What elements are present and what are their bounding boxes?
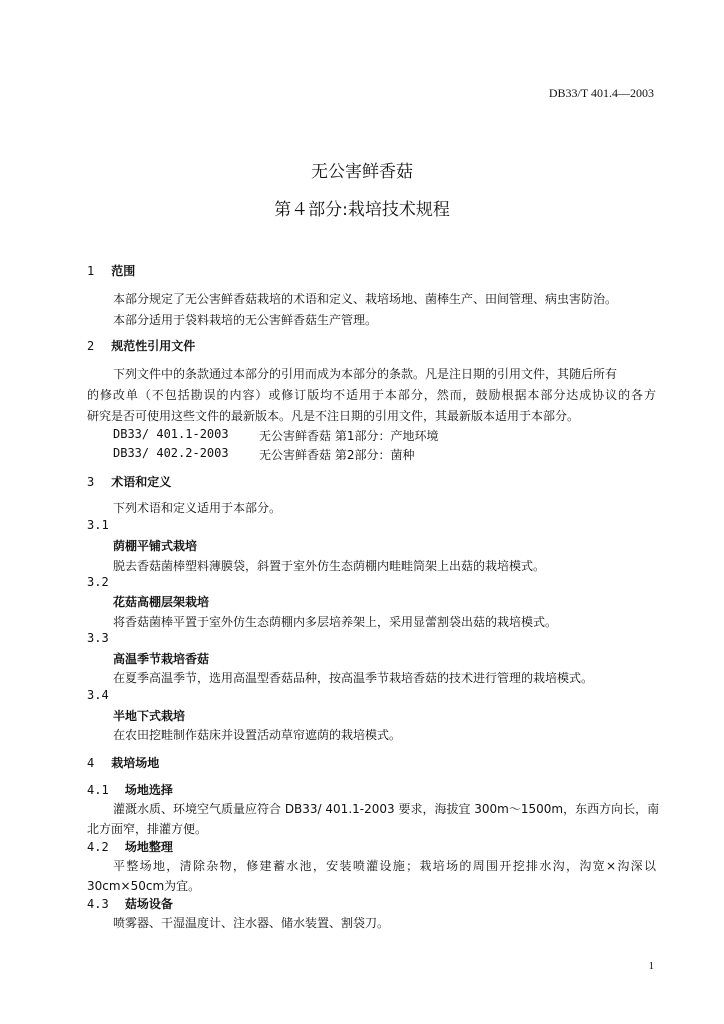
section-number: 4 [87, 756, 95, 770]
reference-title: 无公害鲜香菇 第2部分：菌种 [259, 448, 415, 462]
subsection-number: 4.1 [87, 783, 109, 797]
subsection-number: 4.3 [87, 897, 109, 911]
clause-number: 3.3 [87, 631, 109, 645]
subsection-title: 场地选择 [124, 783, 173, 797]
subsection-line: 北方面窄，排灌方便。 [87, 822, 208, 836]
term-definition: 在夏季高温季节，选用高温型香菇品种，按高温季节栽培香菇的技术进行管理的栽培模式。 [113, 671, 594, 685]
section-title: 规范性引用文件 [111, 339, 196, 353]
reference-code: DB33/ 401.1-2003 [113, 427, 229, 441]
subsection-line: 30cm×50cm为宜。 [87, 879, 201, 893]
subsection-title: 场地整理 [124, 840, 173, 854]
page-number: 1 [648, 960, 654, 972]
term-definition: 脱去香菇菌棒塑料薄膜袋，斜置于室外仿生态荫棚内畦畦筒架上出菇的栽培模式。 [113, 559, 546, 573]
section-3-heading [87, 473, 171, 490]
subsection-heading [87, 838, 173, 855]
section-1-paragraph-1: 本部分规定了无公害鲜香菇栽培的术语和定义、栽培场地、菌棒生产、田间管理、病虫害防治。 [113, 292, 618, 306]
subsection-heading [87, 895, 173, 912]
subsection-line: 灌溉水质、环境空气质量应符合 DB33/ 401.1-2003 要求，海拔宜 300m～1500m，东西方向长，南 [113, 802, 660, 816]
section-title: 范围 [111, 264, 136, 278]
section-2-line-1: 下列文件中的条款通过本部分的引用而成为本部分的条款。凡是注日期的引用文件，其随后所有 [113, 367, 618, 381]
term-name: 花菇高棚层架栽培 [113, 595, 210, 609]
section-number: 2 [87, 339, 95, 353]
clause-number: 3.2 [87, 575, 109, 589]
section-3-intro: 下列术语和定义适用于本部分。 [113, 501, 282, 515]
section-2-line-3: 研究是否可使用这些文件的最新版本。凡是不注日期的引用文件，其最新版本适用于本部分。 [87, 409, 580, 423]
section-1-paragraph-2: 本部分适用于袋料栽培的无公害鲜香菇生产管理。 [113, 313, 378, 327]
term-name: 高温季节栽培香菇 [113, 652, 210, 666]
section-title: 栽培场地 [111, 756, 160, 770]
section-2-line-2: 的修改单（不包括勘误的内容）或修订版均不适用于本部分，然而，鼓励根据本部分达成协议的各方 [87, 388, 656, 402]
header-doc-code: DB33/T 401.4—2003 [548, 86, 654, 100]
section-title: 术语和定义 [111, 475, 172, 489]
section-2-heading [87, 337, 195, 354]
section-4-heading [87, 754, 159, 771]
subsection-line: 喷雾器、干湿温度计、注水器、储水装置、割袋刀。 [113, 916, 390, 930]
term-name: 荫棚平铺式栽培 [113, 539, 198, 553]
subsection-heading [87, 781, 173, 798]
document-title: 无公害鲜香菇 [311, 162, 413, 182]
subsection-line: 平整场地，清除杂物，修建蓄水池，安装喷灌设施；栽培场的周围开挖排水沟，沟宽×沟深以 [113, 859, 656, 873]
document-subtitle: 第４部分:栽培技术规程 [274, 200, 450, 220]
clause-number: 3.1 [87, 518, 109, 532]
reference-title: 无公害鲜香菇 第1部分：产地环境 [259, 429, 439, 443]
clause-number: 3.4 [87, 688, 109, 702]
section-number: 3 [87, 475, 95, 489]
term-definition: 在农田挖畦制作菇床并设置活动草帘遮荫的栽培模式。 [113, 728, 402, 742]
subsection-number: 4.2 [87, 840, 109, 854]
section-number: 1 [87, 264, 95, 278]
reference-code: DB33/ 402.2-2003 [113, 446, 229, 460]
term-definition: 将香菇菌棒平置于室外仿生态荫棚内多层培养架上，采用显蕾割袋出菇的栽培模式。 [113, 615, 558, 629]
section-1-heading [87, 262, 135, 279]
term-name: 半地下式栽培 [113, 709, 186, 723]
subsection-title: 菇场设备 [124, 897, 173, 911]
